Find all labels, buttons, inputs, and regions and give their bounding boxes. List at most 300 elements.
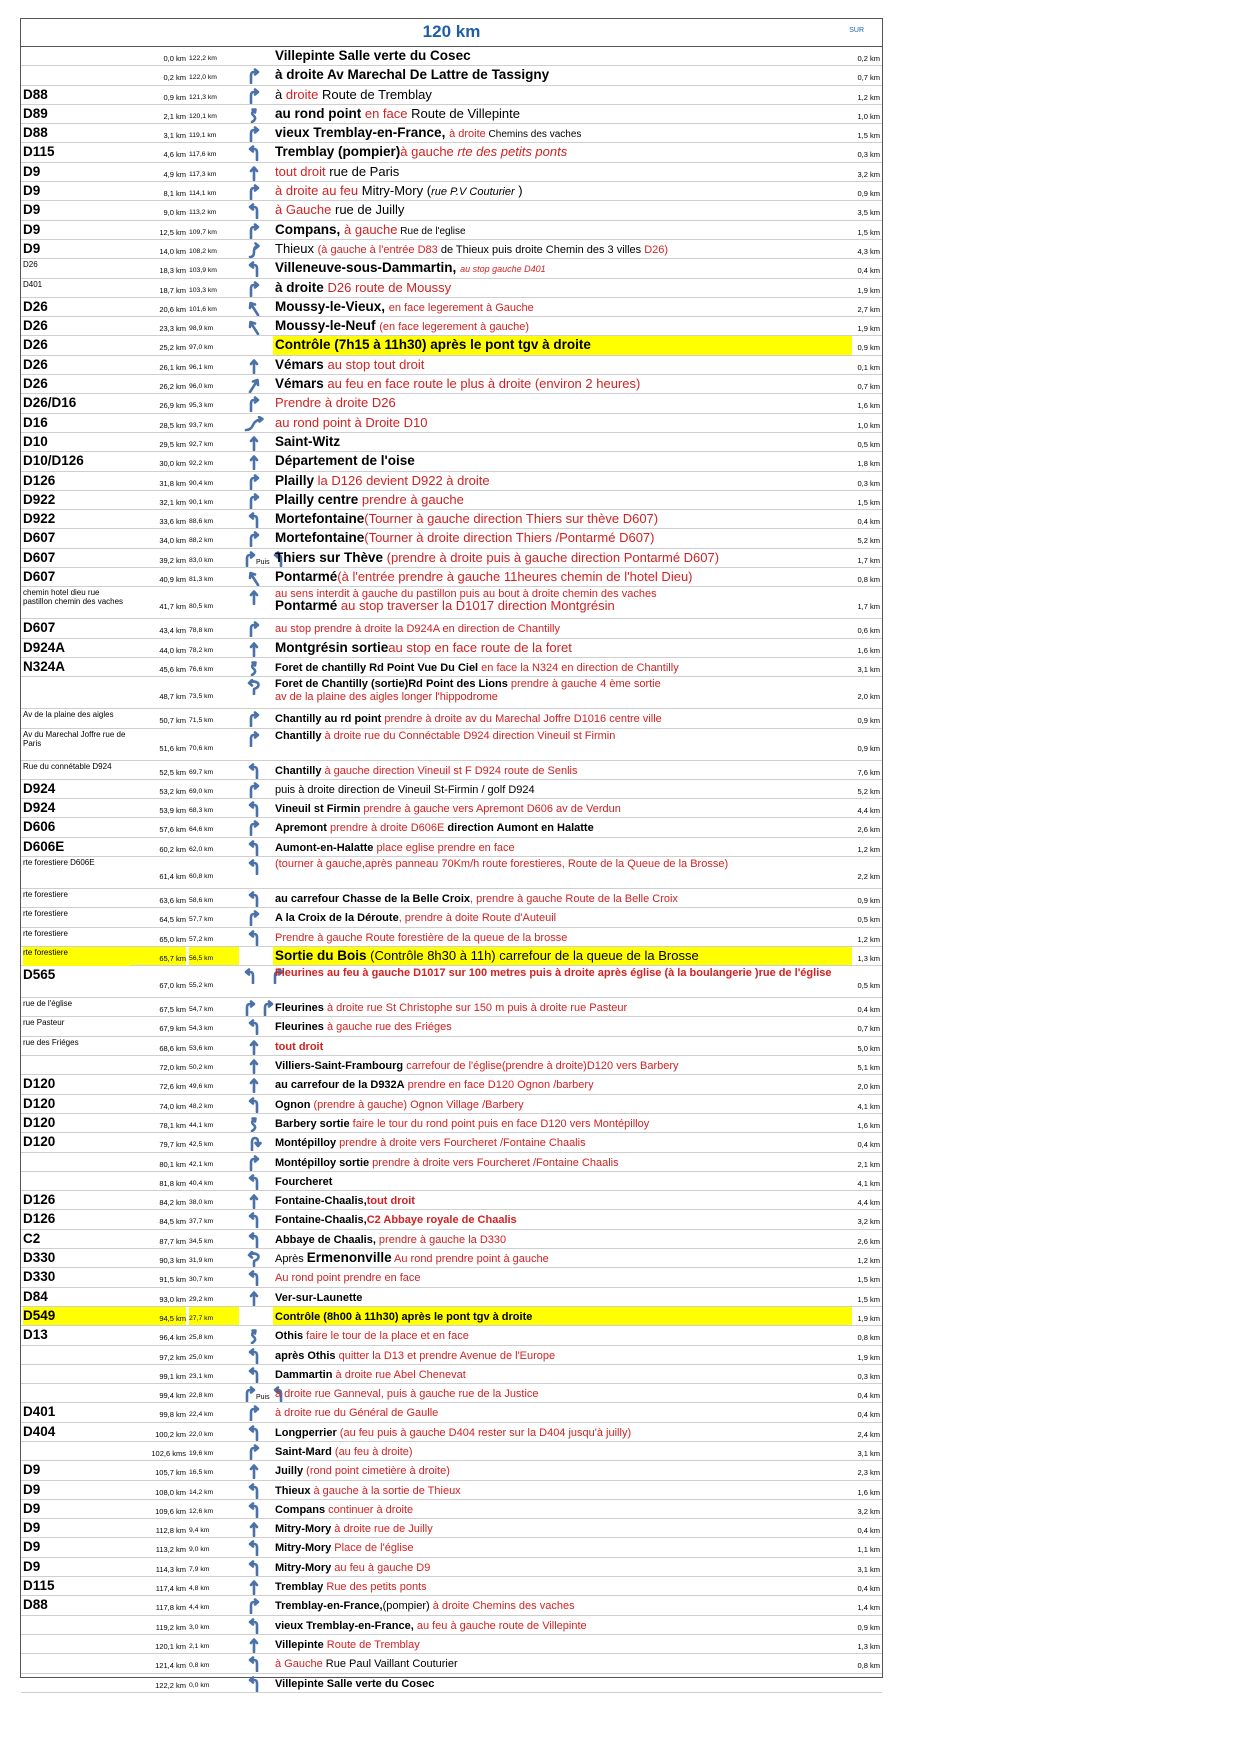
- segment-distance: 2,1 km: [857, 1159, 880, 1169]
- route-row: [21, 658, 882, 677]
- segment-distance: 1,1 km: [857, 1545, 880, 1555]
- cumulative-km: 108,0 km: [155, 1487, 186, 1497]
- cumulative-km: 67,9 km: [159, 1024, 186, 1034]
- remaining-km: 56,5 km: [189, 947, 239, 965]
- cumulative-km: 99,4 km: [159, 1391, 186, 1401]
- cumulative-km: 80,1 km: [159, 1159, 186, 1169]
- instruction-text: Au rond point prendre en face: [275, 1272, 421, 1285]
- segment-distance: 0,4 km: [857, 1410, 880, 1420]
- road-code: D9: [23, 1539, 41, 1555]
- instruction-text: à droite D26 route de Moussy: [275, 279, 452, 295]
- instruction-text: puis à droite direction de Vineuil St-Firmin / golf D924: [275, 783, 535, 796]
- remaining-km: 22,4 km: [189, 1411, 214, 1419]
- instruction-text: Département de l'oise: [275, 453, 415, 469]
- segment-distance: 2,7 km: [857, 304, 880, 314]
- remaining-km: 73,5 km: [189, 693, 214, 701]
- remaining-km: 76,6 km: [189, 665, 214, 673]
- cumulative-km: 78,1 km: [159, 1120, 186, 1130]
- remaining-km: 117,3 km: [189, 170, 217, 178]
- route-row: [21, 1558, 882, 1577]
- route-row: [21, 1654, 882, 1673]
- cumulative-km: 60,2 km: [159, 844, 186, 854]
- segment-distance: 0,4 km: [857, 1391, 880, 1401]
- instruction-text: Chantilly à gauche direction Vineuil st F D924 route de Senlis: [275, 764, 578, 777]
- route-row: [21, 1442, 882, 1461]
- instruction-text: Othis faire le tour de la place et en face: [275, 1330, 469, 1343]
- remaining-km: 40,4 km: [189, 1179, 214, 1187]
- road-code: D565: [23, 967, 56, 983]
- road-code: [23, 1616, 131, 1634]
- route-row: [21, 529, 882, 548]
- road-code: D9: [23, 183, 41, 199]
- cumulative-km: 26,1 km: [159, 362, 186, 372]
- remaining-km: 27,7 km: [189, 1307, 239, 1325]
- road-code: D607: [23, 569, 56, 585]
- cumulative-km: 57,6 km: [159, 825, 186, 835]
- instruction-text: Compans continuer à droite: [275, 1503, 414, 1516]
- remaining-km: 92,7 km: [189, 440, 214, 448]
- remaining-km: 109,7 km: [189, 228, 217, 236]
- instruction-text: Tremblay Rue des petits ponts: [275, 1581, 427, 1594]
- route-row: [21, 857, 882, 889]
- road-code: rue de l'église: [23, 999, 73, 1009]
- svg-text:Puis: Puis: [256, 558, 270, 566]
- cumulative-km: 48,7 km: [159, 692, 186, 702]
- road-code: D924: [23, 780, 56, 796]
- road-code: D88: [23, 125, 48, 141]
- cumulative-km: 67,0 km: [159, 981, 186, 991]
- route-row: [21, 1500, 882, 1519]
- segment-distance: 0,5 km: [857, 915, 880, 925]
- segment-distance: 0,4 km: [857, 1140, 880, 1150]
- cumulative-km: 67,5 km: [159, 1005, 186, 1015]
- segment-distance: 1,0 km: [857, 111, 880, 121]
- cumulative-km: 18,3 km: [159, 266, 186, 276]
- segment-distance: 0,4 km: [857, 1005, 880, 1015]
- route-row: [21, 336, 882, 355]
- cumulative-km: 14,0 km: [159, 246, 186, 256]
- segment-distance: 5,0 km: [857, 1043, 880, 1053]
- instruction-text: Abbaye de Chaalis, prendre à gauche la D330: [275, 1233, 507, 1246]
- remaining-km: 0,8 km: [189, 1662, 210, 1670]
- remaining-km: 4,8 km: [189, 1585, 210, 1593]
- road-code: D26: [23, 298, 48, 314]
- instruction-text: vieux Tremblay-en-France, à droite Chemins des vaches: [275, 125, 582, 141]
- route-row: [21, 1191, 882, 1210]
- instruction-text: Aumont-en-Halatte place eglise prendre en face: [275, 841, 515, 854]
- instruction-text: Sortie du Bois (Contrôle 8h30 à 11h) carrefour de la queue de la Brosse: [273, 947, 852, 965]
- segment-distance: 1,3 km: [857, 1641, 880, 1651]
- route-row: [21, 889, 882, 908]
- road-code: D126: [23, 1192, 56, 1208]
- route-row: [21, 761, 882, 780]
- road-code: D401: [23, 279, 43, 289]
- road-code: D26: [23, 356, 48, 372]
- segment-distance: 1,5 km: [857, 1275, 880, 1285]
- road-code: D126: [23, 472, 56, 488]
- remaining-km: 7,9 km: [189, 1565, 210, 1573]
- cumulative-km: 30,0 km: [159, 459, 186, 469]
- road-code: D9: [23, 202, 41, 218]
- segment-distance: 1,5 km: [857, 131, 880, 141]
- cumulative-km: 97,2 km: [159, 1352, 186, 1362]
- remaining-km: 55,2 km: [189, 982, 214, 990]
- instruction-text: Fourcheret: [275, 1175, 333, 1188]
- remaining-km: 23,1 km: [189, 1372, 214, 1380]
- segment-distance: 1,9 km: [857, 285, 880, 295]
- cumulative-km: 34,0 km: [159, 536, 186, 546]
- instruction-text: Montépilloy prendre à droite vers Fourcheret /Fontaine Chaalis: [275, 1137, 586, 1150]
- cumulative-km: 65,7 km: [131, 947, 186, 965]
- route-row: [21, 298, 882, 317]
- segment-distance: 1,2 km: [857, 92, 880, 102]
- road-code: chemin hotel dieu rue pastillon chemin des vaches: [23, 588, 124, 607]
- cumulative-km: 31,8 km: [159, 478, 186, 488]
- segment-distance: 0,9 km: [857, 1622, 880, 1632]
- segment-distance: 0,4 km: [857, 1584, 880, 1594]
- segment-distance: 0,1 km: [857, 362, 880, 372]
- road-code: rte forestiere: [23, 928, 68, 938]
- road-code: C2: [23, 1230, 41, 1246]
- route-row: [21, 799, 882, 818]
- segment-distance: 3,2 km: [857, 1217, 880, 1227]
- segment-distance: 0,5 km: [857, 439, 880, 449]
- segment-distance: 0,3 km: [857, 150, 880, 160]
- route-row: [21, 1423, 882, 1442]
- route-row: [21, 201, 882, 220]
- instruction-text: au carrefour Chasse de la Belle Croix, prendre à gauche Route de la Belle Croix: [275, 892, 678, 905]
- remaining-km: 22,0 km: [189, 1430, 214, 1438]
- segment-distance: 0,9 km: [857, 716, 880, 726]
- route-row: [21, 356, 882, 375]
- road-code: D88: [23, 86, 48, 102]
- instruction-text: tout droit rue de Paris: [275, 163, 400, 179]
- instruction-text: à Gauche rue de Juilly: [275, 202, 405, 218]
- road-code: D606: [23, 819, 56, 835]
- segment-distance: 2,0 km: [857, 692, 880, 702]
- road-code: D9: [23, 1481, 41, 1497]
- road-code: [23, 1153, 131, 1171]
- cumulative-km: 64,5 km: [159, 915, 186, 925]
- segment-distance: 4,4 km: [857, 1198, 880, 1208]
- route-row: [21, 709, 882, 728]
- route-row: [21, 928, 882, 947]
- road-code: D120: [23, 1076, 56, 1092]
- cumulative-km: 112,8 km: [155, 1526, 186, 1536]
- route-row: [21, 1384, 882, 1403]
- road-code: Av du Marechal Joffre rue de Paris: [23, 729, 126, 748]
- road-code: [23, 1442, 131, 1460]
- route-table: [21, 47, 882, 1693]
- road-code: D88: [23, 1597, 48, 1613]
- segment-distance: 1,5 km: [857, 1294, 880, 1304]
- route-row: [21, 433, 882, 452]
- instruction-text: Fleurines à gauche rue des Friéges: [275, 1021, 452, 1034]
- cumulative-km: 109,6 km: [155, 1506, 186, 1516]
- cumulative-km: 65,0 km: [159, 934, 186, 944]
- remaining-km: 42,5 km: [189, 1141, 214, 1149]
- remaining-km: 29,2 km: [189, 1295, 214, 1303]
- svg-text:Puis: Puis: [256, 1394, 270, 1402]
- instruction-text: Plailly la D126 devient D922 à droite: [275, 472, 490, 488]
- road-code: D9: [23, 163, 41, 179]
- road-code: D26/D16: [23, 395, 77, 411]
- cumulative-km: 91,5 km: [159, 1275, 186, 1285]
- cumulative-km: 119,2 km: [155, 1622, 186, 1632]
- instruction-text: Dammartin à droite rue Abel Chenevat: [275, 1368, 466, 1381]
- route-row: [21, 639, 882, 658]
- road-code: D26: [23, 318, 48, 334]
- route-row: [21, 1346, 882, 1365]
- segment-distance: 0,4 km: [857, 266, 880, 276]
- cumulative-km: 45,6 km: [159, 664, 186, 674]
- remaining-km: 9,0 km: [189, 1546, 210, 1554]
- route-row: [21, 1596, 882, 1615]
- road-code: [23, 66, 131, 84]
- remaining-km: 120,1 km: [189, 112, 217, 120]
- remaining-km: 80,5 km: [189, 603, 214, 611]
- cumulative-km: 28,5 km: [159, 420, 186, 430]
- instruction-text: Ver-sur-Launette: [275, 1291, 363, 1304]
- cumulative-km: 94,5 km: [131, 1307, 186, 1325]
- segment-distance: 1,3 km: [857, 953, 880, 963]
- segment-distance: 4,3 km: [857, 246, 880, 256]
- instruction-text: Tremblay (pompier)à gauche rte des petits ponts: [275, 144, 568, 160]
- route-row: [21, 1538, 882, 1557]
- remaining-km: 122,2 km: [189, 55, 217, 62]
- remaining-km: 50,2 km: [189, 1064, 214, 1072]
- cumulative-km: 72,0 km: [159, 1063, 186, 1073]
- route-row: [21, 998, 882, 1017]
- route-row: [21, 1481, 882, 1500]
- cumulative-km: 20,6 km: [159, 304, 186, 314]
- instruction-text: A la Croix de la Déroute, prendre à doite Route d'Auteuil: [275, 912, 557, 925]
- road-code: D16: [23, 414, 48, 430]
- remaining-km: 25,8 km: [189, 1334, 214, 1342]
- segment-distance: 0,9 km: [857, 743, 880, 753]
- cumulative-km: 4,9 km: [163, 169, 186, 179]
- instruction-text: à droite Route de Tremblay: [275, 86, 432, 102]
- route-row: [21, 1210, 882, 1229]
- remaining-km: 113,2 km: [189, 209, 217, 217]
- segment-distance: 1,0 km: [857, 420, 880, 430]
- cumulative-km: 33,6 km: [159, 517, 186, 527]
- segment-distance: 1,2 km: [857, 1256, 880, 1266]
- instruction-text: Montépilloy sortie prendre à droite vers Fourcheret /Fontaine Chaalis: [275, 1156, 619, 1169]
- route-row: [21, 818, 882, 837]
- road-code: D120: [23, 1095, 56, 1111]
- road-code: Av de la plaine des aigles: [23, 710, 114, 720]
- route-row: [21, 452, 882, 471]
- route-row: [21, 1403, 882, 1422]
- route-row: [21, 1249, 882, 1268]
- remaining-km: 14,2 km: [189, 1488, 214, 1496]
- cumulative-km: 84,2 km: [159, 1198, 186, 1208]
- route-row: [21, 221, 882, 240]
- instruction-text: Mitry-Mory au feu à gauche D9: [275, 1561, 431, 1574]
- road-code: D10/D126: [23, 453, 84, 469]
- segment-distance: 3,1 km: [857, 664, 880, 674]
- remaining-km: 117,6 km: [189, 151, 217, 159]
- cumulative-km: 52,5 km: [159, 767, 186, 777]
- road-code: D401: [23, 1404, 56, 1420]
- segment-distance: 0,3 km: [857, 478, 880, 488]
- remaining-km: 4,4 km: [189, 1604, 210, 1612]
- road-code: D9: [23, 1520, 41, 1536]
- remaining-km: 9,4 km: [189, 1527, 210, 1535]
- instruction-text: au rond point en face Route de Villepinte: [275, 105, 521, 121]
- road-code: Rue du connétable D924: [23, 761, 112, 771]
- cumulative-km: 50,7 km: [159, 716, 186, 726]
- cumulative-km: 100,2 km: [155, 1429, 186, 1439]
- road-code: D922: [23, 491, 56, 507]
- instruction-text: Longperrier (au feu puis à gauche D404 rester sur la D404 jusqu'à juilly): [275, 1426, 632, 1439]
- segment-distance: 1,9 km: [857, 324, 880, 334]
- remaining-km: 103,9 km: [189, 267, 217, 275]
- remaining-km: 25,0 km: [189, 1353, 214, 1361]
- instruction-text: Fontaine-Chaalis,C2 Abbaye royale de Chaalis: [275, 1214, 517, 1227]
- route-row: [21, 1365, 882, 1384]
- route-row: [21, 491, 882, 510]
- route-row: [21, 1037, 882, 1056]
- instruction-text: Barbery sortie faire le tour du rond point puis en face D120 vers Montépilloy: [275, 1117, 650, 1130]
- route-row: [21, 1519, 882, 1538]
- segment-distance: 1,2 km: [857, 844, 880, 854]
- route-row: [21, 1114, 882, 1133]
- segment-distance: 5,2 km: [857, 786, 880, 796]
- cumulative-km: 113,2 km: [155, 1545, 186, 1555]
- remaining-km: 44,1 km: [189, 1121, 214, 1129]
- cumulative-km: 99,1 km: [159, 1371, 186, 1381]
- segment-distance: 1,5 km: [857, 227, 880, 237]
- instruction-text: Contrôle (7h15 à 11h30) après le pont tgv à droite: [273, 336, 852, 354]
- cumulative-km: 4,6 km: [163, 150, 186, 160]
- remaining-km: 12,6 km: [189, 1507, 214, 1515]
- route-row: [21, 549, 882, 568]
- road-code: D120: [23, 1114, 56, 1130]
- cumulative-km: 12,5 km: [159, 227, 186, 237]
- route-row: [21, 1056, 882, 1075]
- cumulative-km: 72,6 km: [159, 1082, 186, 1092]
- instruction-text: Pontarmé(à l'entrée prendre à gauche 11heures chemin de l'hotel Dieu): [275, 569, 693, 585]
- remaining-km: 34,5 km: [189, 1237, 214, 1245]
- instruction-text: Fontaine-Chaalis,tout droit: [275, 1195, 415, 1208]
- cumulative-km: 105,7 km: [155, 1468, 186, 1478]
- road-code: [23, 1172, 131, 1190]
- cumulative-km: 96,4 km: [159, 1333, 186, 1343]
- cumulative-km: 26,9 km: [159, 401, 186, 411]
- segment-distance: 1,2 km: [857, 934, 880, 944]
- route-row: [21, 908, 882, 927]
- cumulative-km: 102,6 kms: [151, 1449, 186, 1458]
- segment-distance: 0,7 km: [857, 73, 880, 83]
- segment-distance: 1,6 km: [857, 401, 880, 411]
- route-row: [21, 1268, 882, 1287]
- segment-distance: 4,1 km: [857, 1101, 880, 1111]
- instruction-text: Chantilly au rd point prendre à droite av du Marechal Joffre D1016 centre ville: [275, 713, 662, 726]
- segment-distance: 3,2 km: [857, 169, 880, 179]
- route-row: [21, 240, 882, 259]
- sur-label: SUR: [849, 27, 864, 34]
- road-code: D9: [23, 221, 41, 237]
- road-code: D13: [23, 1327, 48, 1343]
- instruction-text: Tremblay-en-France,(pompier) à droite Chemins des vaches: [275, 1600, 575, 1613]
- road-code: rte forestiere: [23, 909, 68, 919]
- cumulative-km: 81,8 km: [159, 1178, 186, 1188]
- instruction-text: Villeneuve-sous-Dammartin, au stop gauche D401: [275, 260, 546, 276]
- cumulative-km: 26,2 km: [159, 382, 186, 392]
- remaining-km: 90,4 km: [189, 479, 214, 487]
- segment-distance: 1,7 km: [857, 602, 880, 612]
- road-code: D924A: [23, 639, 66, 655]
- segment-distance: 1,6 km: [857, 645, 880, 655]
- route-row: [21, 619, 882, 638]
- instruction-text: après Othis quitter la D13 et prendre Avenue de l'Europe: [275, 1349, 556, 1362]
- road-code: D9: [23, 1500, 41, 1516]
- instruction-text: Mitry-Mory Place de l'église: [275, 1542, 414, 1555]
- route-row: [21, 375, 882, 394]
- segment-distance: 0,4 km: [857, 517, 880, 527]
- instruction-text: Prendre à gauche Route forestière de la queue de la brosse: [275, 931, 568, 944]
- cumulative-km: 63,6 km: [159, 895, 186, 905]
- segment-distance: 0,9 km: [857, 189, 880, 199]
- remaining-km: 60,8 km: [189, 872, 214, 880]
- remaining-km: 121,3 km: [189, 93, 217, 101]
- route-row: [21, 1017, 882, 1036]
- cumulative-km: 53,2 km: [159, 786, 186, 796]
- remaining-km: 42,1 km: [189, 1160, 214, 1168]
- road-code: [23, 1654, 131, 1672]
- instruction-text: Compans, à gauche Rue de l'eglise: [275, 221, 466, 237]
- segment-distance: 7,6 km: [857, 767, 880, 777]
- segment-distance: 2,6 km: [857, 825, 880, 835]
- route-row: [21, 1674, 882, 1693]
- cumulative-km: 39,2 km: [159, 555, 186, 565]
- segment-distance: 2,0 km: [857, 1082, 880, 1092]
- segment-distance: 5,2 km: [857, 536, 880, 546]
- cumulative-km: 68,6 km: [159, 1043, 186, 1053]
- instruction-text: Juilly (rond point cimetière à droite): [275, 1465, 450, 1478]
- remaining-km: 114,1 km: [189, 190, 217, 198]
- instruction-text: (tourner à gauche,après panneau 70Km/h route forestieres, Route de la Queue de la Brosse): [275, 857, 729, 870]
- road-code: D26: [23, 337, 48, 353]
- road-code: D549: [23, 1307, 131, 1325]
- remaining-km: 103,3 km: [189, 286, 217, 294]
- road-code: rte forestiere: [23, 889, 68, 899]
- instruction-text: Vineuil st Firmin prendre à gauche vers Apremont D606 av de Verdun: [275, 803, 621, 816]
- route-row: [21, 1153, 882, 1172]
- cumulative-km: 43,4 km: [159, 626, 186, 636]
- road-code: D607: [23, 549, 56, 565]
- instruction-text: au stop prendre à droite la D924A en direction de Chantilly: [275, 623, 560, 636]
- route-row: [21, 838, 882, 857]
- remaining-km: 71,5 km: [189, 717, 214, 725]
- road-code: D115: [23, 1578, 55, 1594]
- instruction-text: à droite rue Ganneval, puis à gauche rue de la Justice: [275, 1388, 539, 1401]
- instruction-text: à droite au feu Mitry-Mory (rue P.V Couturier ): [275, 183, 523, 199]
- route-row: [21, 394, 882, 413]
- remaining-km: 78,2 km: [189, 646, 214, 654]
- instruction-text: à Gauche Rue Paul Vaillant Couturier: [275, 1658, 458, 1671]
- instruction-text: Saint-Mard (au feu à droite): [275, 1446, 413, 1458]
- remaining-km: 92,2 km: [189, 460, 214, 468]
- remaining-km: 96,1 km: [189, 363, 214, 371]
- segment-distance: 3,1 km: [857, 1449, 880, 1458]
- instruction-text: Foret de chantilly Rd Point Vue Du Ciel en face la N324 en direction de Chantilly: [275, 661, 679, 674]
- remaining-km: 108,2 km: [189, 247, 217, 255]
- remaining-km: 90,1 km: [189, 498, 214, 506]
- instruction-text: Plailly centre prendre à gauche: [275, 491, 464, 507]
